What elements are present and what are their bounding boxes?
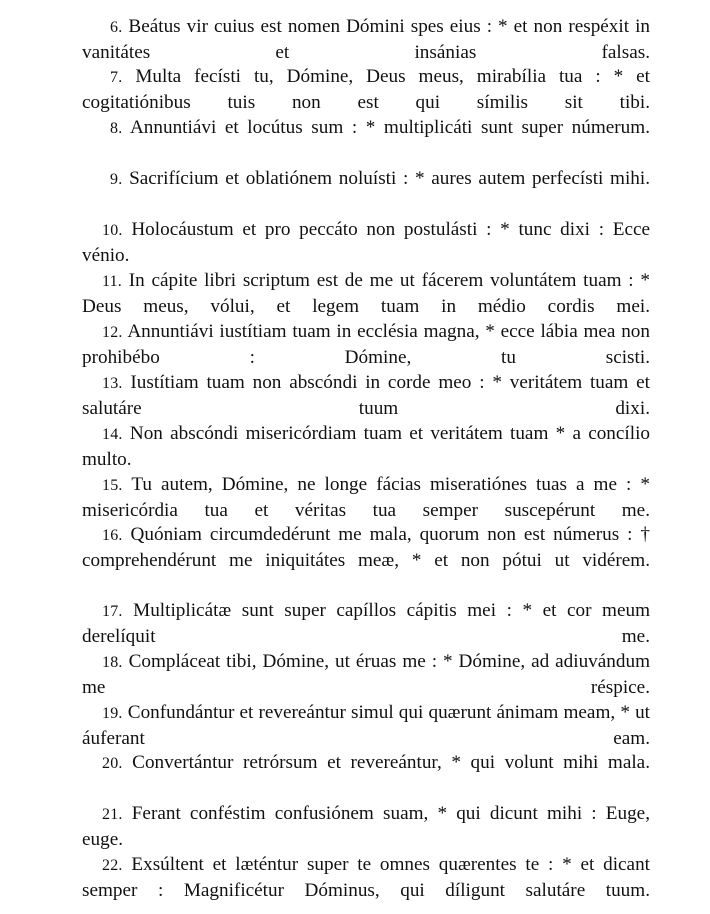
verse-number: 20. (102, 755, 123, 772)
verse-number: 7. (110, 69, 123, 86)
verse-number: 21. (102, 806, 123, 823)
verse-number: 15. (102, 477, 123, 494)
verse-number: 19. (102, 705, 123, 722)
verse-number: 17. (102, 603, 123, 620)
verse-text: Annuntiávi et locútus sum : * multiplicáti sunt super númerum. (129, 117, 650, 138)
verse-number: 12. (102, 324, 123, 341)
verse-text: Confundántur et revereántur simul qui quærunt ánimam meam, * ut áuferant eam. (82, 702, 650, 749)
verse-6 (82, 14, 650, 65)
verse-number: 9. (110, 171, 123, 188)
verse-text: In cápite libri scriptum est de me ut fácerem voluntátem tuam : * Deus meus, vólui, et legem tuam in médio cordis mei. (82, 270, 650, 317)
verse-17 (82, 598, 650, 649)
verse-12 (82, 319, 650, 370)
verse-number: 13. (102, 375, 123, 392)
verse-11 (82, 268, 650, 319)
verse-text: Compláceat tibi, Dómine, ut éruas me : * Dómine, ad adiuvándum me réspice. (82, 651, 651, 698)
verse-number: 6. (110, 19, 123, 36)
verse-text: Exsúltent et læténtur super te omnes quærentes te : * et dicant semper : Magnificétur Dóminus, qui díligunt salutáre tuum. (82, 854, 650, 901)
verse-text: Sacrifícium et oblatiónem noluísti : * aures autem perfecísti mihi. (129, 168, 650, 189)
verse-text: Multa fecísti tu, Dómine, Deus meus, mirabília tua : * et cogitatiónibus tuis non est qui símilis sit tibi. (82, 66, 651, 113)
verse-15 (82, 472, 650, 523)
verse-text: Iustítiam tuam non abscóndi in corde meo : * veritátem tuam et salutáre tuum dixi. (82, 372, 650, 419)
verse-10 (82, 217, 650, 268)
verse-18 (82, 649, 650, 700)
verse-text: Beátus vir cuius est nomen Dómini spes eius : * et non respéxit in vanitátes et insánias falsas. (82, 16, 650, 63)
verse-20 (82, 750, 650, 776)
verse-13 (82, 370, 650, 421)
verse-number: 16. (102, 527, 123, 544)
verse-text: Non abscóndi misericórdiam tuam et veritátem tuam * a concílio multo. (82, 423, 651, 470)
verse-text: Annuntiávi iustítiam tuam in ecclésia magna, * ecce lábia mea non prohibébo : Dómine, tu scisti. (82, 321, 650, 368)
verse-14 (82, 421, 650, 472)
verse-9 (82, 166, 650, 192)
verse-number: 11. (102, 273, 123, 290)
verse-text: Quóniam circumdedérunt me mala, quorum non est númerus : † comprehendérunt me iniquitátes meæ, * et non pótui ut vidérem. (82, 524, 651, 571)
verse-22 (82, 852, 650, 903)
verse-number: 8. (110, 120, 123, 137)
verse-text: Tu autem, Dómine, ne longe fácias miseratiónes tuas a me : * misericórdia tua et véritas tua semper suscepérunt me. (82, 474, 650, 521)
verse-7 (82, 64, 650, 115)
verse-text: Ferant conféstim confusiónem suam, * qui dicunt mihi : Euge, euge. (82, 803, 650, 850)
verse-16 (82, 522, 650, 573)
verse-21 (82, 801, 650, 852)
verse-number: 10. (102, 222, 123, 239)
verse-number: 22. (102, 857, 123, 874)
verse-text: Holocáustum et pro peccáto non postulásti : * tunc dixi : Ecce vénio. (82, 219, 651, 266)
verse-number: 18. (102, 654, 123, 671)
verse-text: Multiplicátæ sunt super capíllos cápitis mei : * et cor meum derelíquit me. (82, 600, 650, 647)
verse-text: Convertántur retrórsum et revereántur, * qui volunt mihi mala. (132, 752, 650, 773)
verse-number: 14. (102, 426, 123, 443)
verse-19 (82, 700, 650, 751)
verse-8 (82, 115, 650, 141)
